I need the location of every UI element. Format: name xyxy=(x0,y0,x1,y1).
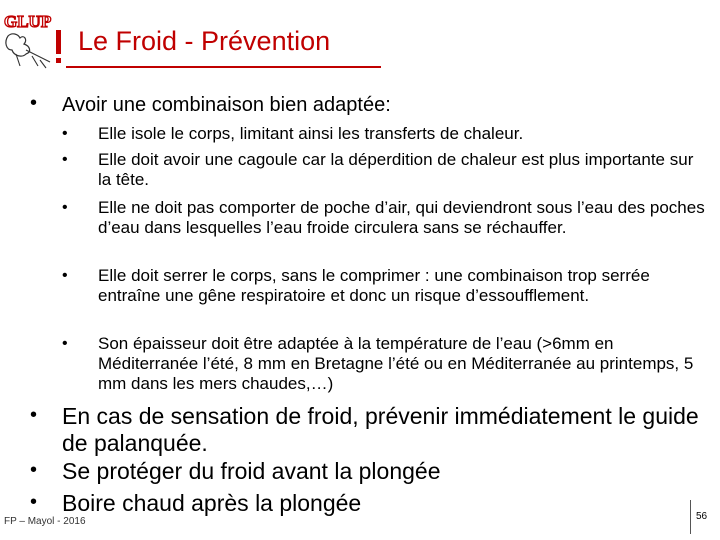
page-number-divider xyxy=(690,500,691,534)
sub-item: Son épaisseur doit être adaptée à la température de l’eau (>6mm en Méditerranée l’été, 8 mm en Bretagne l’été ou en Méditerranée au printemps, 5 mm dans les mers chaudes,…) xyxy=(98,334,694,393)
footer-text: FP – Mayol - 2016 xyxy=(4,516,86,527)
title-underline xyxy=(66,66,381,68)
main-item: Boire chaud après la plongée xyxy=(62,490,362,516)
main-bullet-text: Avoir une combinaison bien adaptée: xyxy=(62,94,391,116)
sub-item: Elle doit avoir une cagoule car la déperdition de chaleur est plus importante sur la tête. xyxy=(98,150,694,189)
bullet-marker: • xyxy=(30,404,38,426)
sub-bullet-marker: • xyxy=(62,125,68,142)
sub-item: Elle isole le corps, limitant ainsi les transferts de chaleur. xyxy=(98,124,524,143)
bullet-marker: • xyxy=(30,459,38,481)
page-number: 56 xyxy=(696,511,708,522)
bullet-marker: • xyxy=(30,92,38,114)
main-item: Se protéger du froid avant la plongée xyxy=(62,458,441,484)
sub-item: Elle ne doit pas comporter de poche d’air, qui deviendront sous l’eau des poches d’eau dans lesquelles l’eau froide circulera sans se réchauffer. xyxy=(98,198,705,237)
logo-text: GLUP xyxy=(4,12,52,31)
sub-bullet-marker: • xyxy=(62,151,68,168)
sub-bullet-marker: • xyxy=(62,335,68,352)
sub-bullet-marker: • xyxy=(62,199,68,216)
slide-title: Le Froid - Prévention xyxy=(78,26,331,56)
bullet-marker: • xyxy=(30,491,38,513)
sub-bullet-marker: • xyxy=(62,267,68,284)
sub-item: Elle doit serrer le corps, sans le comprimer : une combinaison trop serrée entraîne une gêne respiratoire et donc un risque d’essoufflement. xyxy=(98,266,650,305)
main-item: En cas de sensation de froid, prévenir immédiatement le guide de palanquée. xyxy=(62,403,699,456)
glup-logo xyxy=(2,10,64,72)
